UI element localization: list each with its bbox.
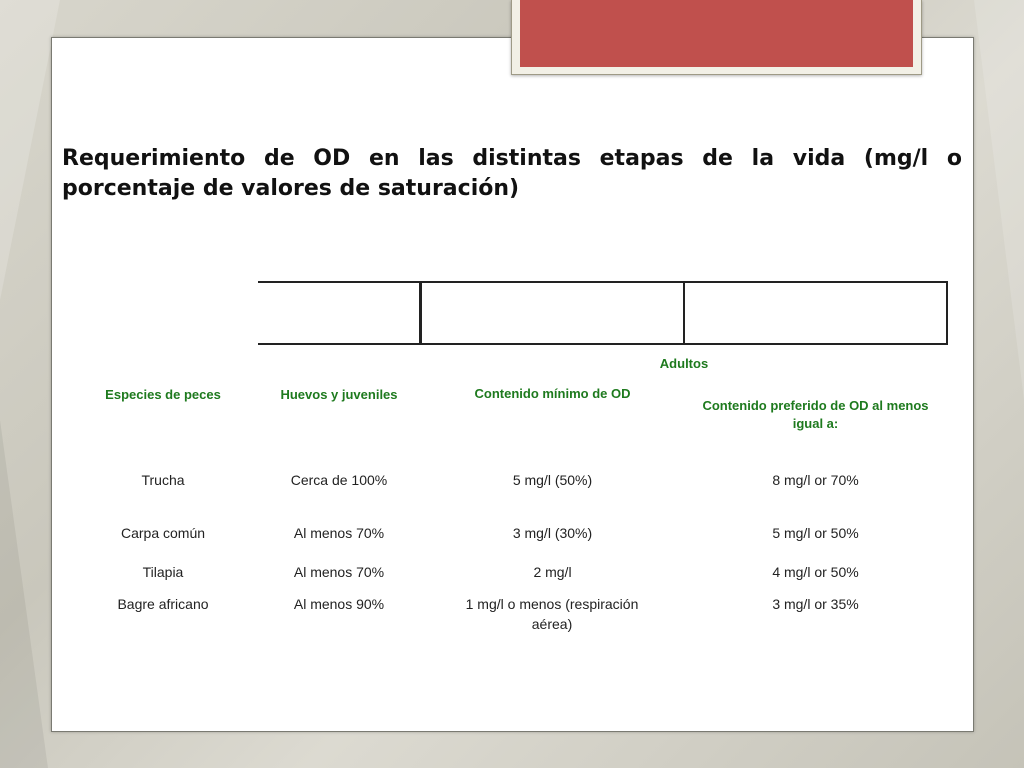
table-cell-preferred: 8 mg/l or 70% xyxy=(772,472,859,488)
slide-title: Requerimiento de OD en las distintas etapas de la vida (mg/l o porcentaje de valores de saturación) xyxy=(62,146,962,201)
header-species: Especies de peces xyxy=(105,387,221,402)
header-eggs: Huevos y juveniles xyxy=(280,387,398,402)
table-cell-species: Bagre africano xyxy=(117,596,209,612)
table-cell-eggs: Cerca de 100% xyxy=(290,472,388,488)
table-cell-min: 5 mg/l (50%) xyxy=(512,472,593,488)
table-cell-preferred: 3 mg/l or 35% xyxy=(772,596,859,612)
empty-table-cell xyxy=(420,281,685,345)
header-adultos: Adultos xyxy=(659,356,709,371)
table-cell-species: Trucha xyxy=(141,472,185,488)
table-cell-min: 1 mg/l o menos (respiración aérea) xyxy=(465,596,639,632)
table-cell-species: Tilapia xyxy=(142,564,184,580)
background-facet xyxy=(0,420,48,768)
empty-table-cell xyxy=(258,281,421,345)
table-cell-eggs: Al menos 70% xyxy=(293,525,385,541)
title-tab-accent xyxy=(520,0,913,67)
table-cell-preferred: 5 mg/l or 50% xyxy=(772,525,859,541)
table-cell-eggs: Al menos 90% xyxy=(293,596,385,612)
background-facet xyxy=(974,0,1024,400)
table-cell-min: 2 mg/l xyxy=(533,564,572,580)
table-cell-preferred: 4 mg/l or 50% xyxy=(772,564,859,580)
empty-table-cell xyxy=(683,281,948,345)
table-cell-species: Carpa común xyxy=(120,525,206,541)
table-cell-min: 3 mg/l (30%) xyxy=(512,525,593,541)
header-preferred-od: Contenido preferido de OD al menos igual a: xyxy=(702,398,929,431)
header-min-od: Contenido mínimo de OD xyxy=(474,386,631,401)
table-cell-eggs: Al menos 70% xyxy=(293,564,385,580)
